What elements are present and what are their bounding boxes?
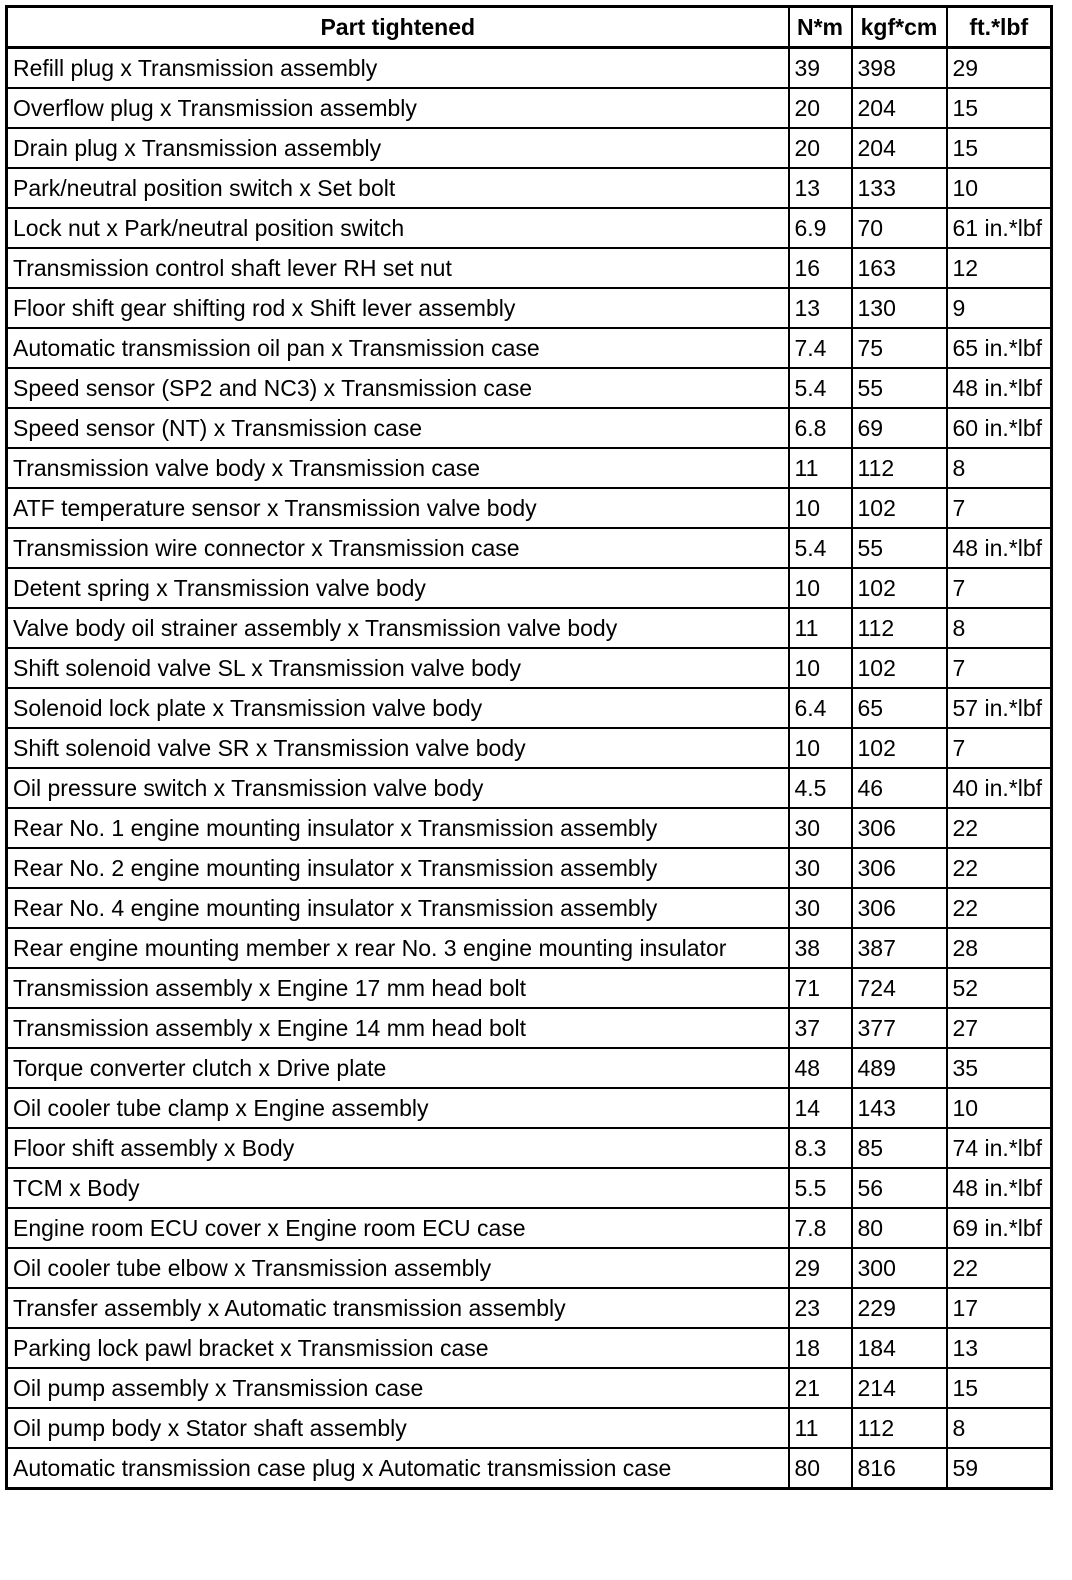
kgf-cm-cell: 143 [852, 1088, 947, 1128]
newton-meters-cell: 5.5 [789, 1168, 852, 1208]
table-row [7, 968, 1052, 1008]
table-row [7, 368, 1052, 408]
kgf-cm-cell: 102 [852, 728, 947, 768]
newton-meters-cell: 6.4 [789, 688, 852, 728]
newton-meters-cell: 48 [789, 1048, 852, 1088]
header-foot-pound-force: ft.*lbf [947, 7, 1052, 48]
kgf-cm-cell: 300 [852, 1248, 947, 1288]
part-cell: Transmission assembly x Engine 17 mm head bolt [7, 968, 789, 1008]
part-cell: Floor shift gear shifting rod x Shift lever assembly [7, 288, 789, 328]
ft-lbf-cell: 12 [947, 248, 1052, 288]
ft-lbf-cell: 7 [947, 488, 1052, 528]
part-cell: Rear No. 2 engine mounting insulator x Transmission assembly [7, 848, 789, 888]
table-row [7, 1368, 1052, 1408]
newton-meters-cell: 38 [789, 928, 852, 968]
newton-meters-cell: 20 [789, 128, 852, 168]
kgf-cm-cell: 112 [852, 1408, 947, 1448]
table-row [7, 728, 1052, 768]
part-cell: Transmission control shaft lever RH set nut [7, 248, 789, 288]
kgf-cm-cell: 55 [852, 368, 947, 408]
part-cell: Floor shift assembly x Body [7, 1128, 789, 1168]
newton-meters-cell: 7.4 [789, 328, 852, 368]
kgf-cm-cell: 214 [852, 1368, 947, 1408]
part-cell: Refill plug x Transmission assembly [7, 48, 789, 89]
kgf-cm-cell: 55 [852, 528, 947, 568]
kgf-cm-cell: 184 [852, 1328, 947, 1368]
part-cell: Parking lock pawl bracket x Transmission case [7, 1328, 789, 1368]
kgf-cm-cell: 229 [852, 1288, 947, 1328]
kgf-cm-cell: 306 [852, 888, 947, 928]
ft-lbf-cell: 28 [947, 928, 1052, 968]
newton-meters-cell: 4.5 [789, 768, 852, 808]
newton-meters-cell: 10 [789, 728, 852, 768]
part-cell: Rear No. 1 engine mounting insulator x Transmission assembly [7, 808, 789, 848]
ft-lbf-cell: 8 [947, 448, 1052, 488]
table-row [7, 808, 1052, 848]
part-cell: Detent spring x Transmission valve body [7, 568, 789, 608]
ft-lbf-cell: 13 [947, 1328, 1052, 1368]
part-cell: Automatic transmission case plug x Automatic transmission case [7, 1448, 789, 1489]
ft-lbf-cell: 48 in.*lbf [947, 368, 1052, 408]
newton-meters-cell: 16 [789, 248, 852, 288]
table-row [7, 448, 1052, 488]
part-cell: Rear engine mounting member x rear No. 3 engine mounting insulator [7, 928, 789, 968]
ft-lbf-cell: 8 [947, 1408, 1052, 1448]
ft-lbf-cell: 22 [947, 848, 1052, 888]
ft-lbf-cell: 29 [947, 48, 1052, 89]
ft-lbf-cell: 74 in.*lbf [947, 1128, 1052, 1168]
part-cell: Transmission wire connector x Transmission case [7, 528, 789, 568]
newton-meters-cell: 11 [789, 1408, 852, 1448]
ft-lbf-cell: 35 [947, 1048, 1052, 1088]
table-row [7, 888, 1052, 928]
kgf-cm-cell: 102 [852, 648, 947, 688]
newton-meters-cell: 8.3 [789, 1128, 852, 1168]
part-cell: Rear No. 4 engine mounting insulator x Transmission assembly [7, 888, 789, 928]
kgf-cm-cell: 398 [852, 48, 947, 89]
newton-meters-cell: 10 [789, 648, 852, 688]
part-cell: Oil pressure switch x Transmission valve body [7, 768, 789, 808]
table-row [7, 168, 1052, 208]
table-row [7, 848, 1052, 888]
kgf-cm-cell: 306 [852, 808, 947, 848]
ft-lbf-cell: 69 in.*lbf [947, 1208, 1052, 1248]
newton-meters-cell: 21 [789, 1368, 852, 1408]
kgf-cm-cell: 204 [852, 128, 947, 168]
newton-meters-cell: 18 [789, 1328, 852, 1368]
newton-meters-cell: 5.4 [789, 368, 852, 408]
part-cell: ATF temperature sensor x Transmission valve body [7, 488, 789, 528]
newton-meters-cell: 11 [789, 448, 852, 488]
kgf-cm-cell: 306 [852, 848, 947, 888]
table-row [7, 488, 1052, 528]
ft-lbf-cell: 8 [947, 608, 1052, 648]
newton-meters-cell: 71 [789, 968, 852, 1008]
table-row [7, 1168, 1052, 1208]
part-cell: Drain plug x Transmission assembly [7, 128, 789, 168]
kgf-cm-cell: 112 [852, 448, 947, 488]
table-row [7, 408, 1052, 448]
newton-meters-cell: 11 [789, 608, 852, 648]
table-row [7, 528, 1052, 568]
ft-lbf-cell: 27 [947, 1008, 1052, 1048]
newton-meters-cell: 80 [789, 1448, 852, 1489]
newton-meters-cell: 14 [789, 1088, 852, 1128]
table-row [7, 568, 1052, 608]
table-row [7, 1048, 1052, 1088]
table-row [7, 688, 1052, 728]
part-cell: TCM x Body [7, 1168, 789, 1208]
kgf-cm-cell: 80 [852, 1208, 947, 1248]
table-row [7, 328, 1052, 368]
ft-lbf-cell: 10 [947, 168, 1052, 208]
torque-specification-table [5, 5, 1053, 1490]
part-cell: Park/neutral position switch x Set bolt [7, 168, 789, 208]
header-part-tightened: Part tightened [7, 7, 789, 48]
table-body [7, 48, 1052, 1489]
table-row [7, 648, 1052, 688]
part-cell: Shift solenoid valve SR x Transmission valve body [7, 728, 789, 768]
newton-meters-cell: 30 [789, 888, 852, 928]
ft-lbf-cell: 15 [947, 1368, 1052, 1408]
part-cell: Automatic transmission oil pan x Transmission case [7, 328, 789, 368]
newton-meters-cell: 23 [789, 1288, 852, 1328]
header-newton-meters: N*m [789, 7, 852, 48]
ft-lbf-cell: 57 in.*lbf [947, 688, 1052, 728]
newton-meters-cell: 30 [789, 808, 852, 848]
part-cell: Oil pump body x Stator shaft assembly [7, 1408, 789, 1448]
table-row [7, 128, 1052, 168]
part-cell: Engine room ECU cover x Engine room ECU case [7, 1208, 789, 1248]
table-row [7, 1128, 1052, 1168]
table-row [7, 1328, 1052, 1368]
part-cell: Overflow plug x Transmission assembly [7, 88, 789, 128]
table-row [7, 208, 1052, 248]
table-row [7, 768, 1052, 808]
kgf-cm-cell: 387 [852, 928, 947, 968]
part-cell: Speed sensor (NT) x Transmission case [7, 408, 789, 448]
ft-lbf-cell: 52 [947, 968, 1052, 1008]
ft-lbf-cell: 15 [947, 88, 1052, 128]
newton-meters-cell: 10 [789, 488, 852, 528]
kgf-cm-cell: 112 [852, 608, 947, 648]
ft-lbf-cell: 48 in.*lbf [947, 1168, 1052, 1208]
table-row [7, 1008, 1052, 1048]
kgf-cm-cell: 130 [852, 288, 947, 328]
part-cell: Valve body oil strainer assembly x Transmission valve body [7, 608, 789, 648]
part-cell: Transmission assembly x Engine 14 mm head bolt [7, 1008, 789, 1048]
ft-lbf-cell: 60 in.*lbf [947, 408, 1052, 448]
newton-meters-cell: 7.8 [789, 1208, 852, 1248]
newton-meters-cell: 29 [789, 1248, 852, 1288]
table-row [7, 48, 1052, 89]
kgf-cm-cell: 102 [852, 488, 947, 528]
ft-lbf-cell: 59 [947, 1448, 1052, 1489]
ft-lbf-cell: 40 in.*lbf [947, 768, 1052, 808]
part-cell: Speed sensor (SP2 and NC3) x Transmission case [7, 368, 789, 408]
part-cell: Shift solenoid valve SL x Transmission valve body [7, 648, 789, 688]
table-row [7, 1288, 1052, 1328]
newton-meters-cell: 6.9 [789, 208, 852, 248]
ft-lbf-cell: 22 [947, 888, 1052, 928]
newton-meters-cell: 5.4 [789, 528, 852, 568]
table-header-row [7, 7, 1052, 48]
ft-lbf-cell: 7 [947, 648, 1052, 688]
part-cell: Lock nut x Park/neutral position switch [7, 208, 789, 248]
part-cell: Solenoid lock plate x Transmission valve body [7, 688, 789, 728]
newton-meters-cell: 39 [789, 48, 852, 89]
kgf-cm-cell: 163 [852, 248, 947, 288]
newton-meters-cell: 13 [789, 288, 852, 328]
kgf-cm-cell: 133 [852, 168, 947, 208]
ft-lbf-cell: 15 [947, 128, 1052, 168]
newton-meters-cell: 6.8 [789, 408, 852, 448]
part-cell: Transmission valve body x Transmission case [7, 448, 789, 488]
table-row [7, 1208, 1052, 1248]
newton-meters-cell: 30 [789, 848, 852, 888]
ft-lbf-cell: 7 [947, 568, 1052, 608]
part-cell: Transfer assembly x Automatic transmission assembly [7, 1288, 789, 1328]
kgf-cm-cell: 102 [852, 568, 947, 608]
ft-lbf-cell: 61 in.*lbf [947, 208, 1052, 248]
kgf-cm-cell: 69 [852, 408, 947, 448]
ft-lbf-cell: 65 in.*lbf [947, 328, 1052, 368]
table-row [7, 1248, 1052, 1288]
header-kilogram-force-centimeters: kgf*cm [852, 7, 947, 48]
kgf-cm-cell: 489 [852, 1048, 947, 1088]
table-row [7, 1408, 1052, 1448]
table-row [7, 608, 1052, 648]
table-row [7, 928, 1052, 968]
ft-lbf-cell: 17 [947, 1288, 1052, 1328]
newton-meters-cell: 13 [789, 168, 852, 208]
kgf-cm-cell: 816 [852, 1448, 947, 1489]
ft-lbf-cell: 10 [947, 1088, 1052, 1128]
kgf-cm-cell: 46 [852, 768, 947, 808]
kgf-cm-cell: 56 [852, 1168, 947, 1208]
ft-lbf-cell: 48 in.*lbf [947, 528, 1052, 568]
newton-meters-cell: 10 [789, 568, 852, 608]
kgf-cm-cell: 70 [852, 208, 947, 248]
kgf-cm-cell: 85 [852, 1128, 947, 1168]
table-row [7, 88, 1052, 128]
newton-meters-cell: 37 [789, 1008, 852, 1048]
kgf-cm-cell: 65 [852, 688, 947, 728]
table-row [7, 248, 1052, 288]
ft-lbf-cell: 7 [947, 728, 1052, 768]
table-row [7, 1448, 1052, 1489]
ft-lbf-cell: 9 [947, 288, 1052, 328]
kgf-cm-cell: 75 [852, 328, 947, 368]
table-row [7, 288, 1052, 328]
part-cell: Torque converter clutch x Drive plate [7, 1048, 789, 1088]
newton-meters-cell: 20 [789, 88, 852, 128]
kgf-cm-cell: 204 [852, 88, 947, 128]
part-cell: Oil pump assembly x Transmission case [7, 1368, 789, 1408]
part-cell: Oil cooler tube elbow x Transmission assembly [7, 1248, 789, 1288]
table-row [7, 1088, 1052, 1128]
kgf-cm-cell: 377 [852, 1008, 947, 1048]
ft-lbf-cell: 22 [947, 808, 1052, 848]
kgf-cm-cell: 724 [852, 968, 947, 1008]
part-cell: Oil cooler tube clamp x Engine assembly [7, 1088, 789, 1128]
ft-lbf-cell: 22 [947, 1248, 1052, 1288]
